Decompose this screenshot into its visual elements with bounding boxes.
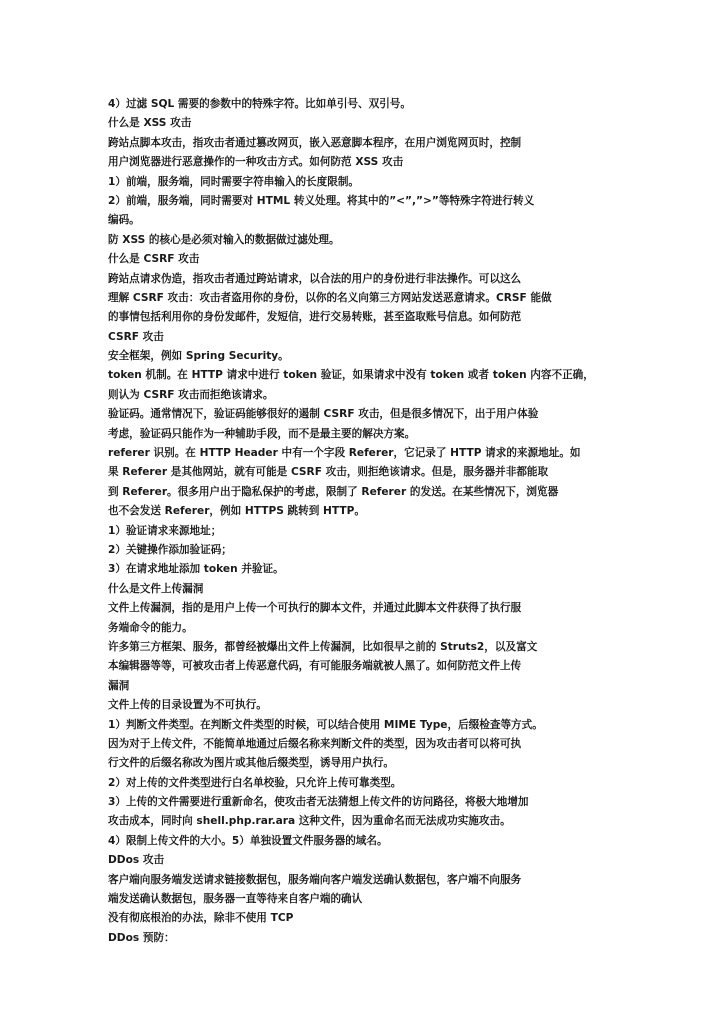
text-line: 编码。 bbox=[108, 214, 140, 227]
text-line: 1）前端，服务端，同时需要字符串输入的长度限制。 bbox=[108, 175, 360, 188]
text-line: 到 Referer。很多用户出于隐私保护的考虑，限制了 Referer 的发送。在某些情况下，浏览器 bbox=[108, 485, 559, 498]
text-line: 漏洞 bbox=[108, 679, 130, 692]
text-line: 攻击成本，同时向 shell.php.rar.ara 这种文件，因为重命名而无法成功实施攻击。 bbox=[108, 815, 511, 828]
text-line: 考虑，验证码只能作为一种辅助手段，而不是最主要的解决方案。 bbox=[108, 427, 416, 440]
text-line: 1）判断文件类型。在判断文件类型的时候，可以结合使用 MIME Type，后缀检查等方式。 bbox=[108, 718, 543, 731]
text-line: 防 XSS 的核心是必须对输入的数据做过滤处理。 bbox=[108, 233, 340, 246]
text-line: 文件上传的目录设置为不可执行。 bbox=[108, 699, 267, 712]
text-line: CSRF 攻击 bbox=[108, 330, 164, 343]
text-line: 也不会发送 Referer，例如 HTTPS 跳转到 HTTP。 bbox=[108, 505, 365, 518]
text-line: 1）验证请求来源地址； bbox=[108, 524, 222, 537]
text-line: DDos 预防： bbox=[108, 931, 175, 944]
text-line: 跨站点脚本攻击，指攻击者通过篡改网页，嵌入恶意脚本程序，在用户浏览网页时，控制 bbox=[108, 136, 522, 149]
text-line: 文件上传漏洞，指的是用户上传一个可执行的脚本文件，并通过此脚本文件获得了执行服 bbox=[108, 602, 522, 615]
text-line: 果 Referer 是其他网站，就有可能是 CSRF 攻击，则拒绝该请求。但是，服务器并非都能取 bbox=[108, 466, 549, 479]
text-line: 验证码。通常情况下，验证码能够很好的遏制 CSRF 攻击，但是很多情况下，出于用户体验 bbox=[108, 408, 539, 421]
text-line: 用户浏览器进行恶意操作的一种攻击方式。如何防范 XSS 攻击 bbox=[108, 156, 404, 169]
text-line: 3）在请求地址添加 token 并验证。 bbox=[108, 563, 284, 576]
text-line: 客户端向服务端发送请求链接数据包，服务端向客户端发送确认数据包，客户端不向服务 bbox=[108, 873, 522, 886]
text-line: 4）过滤 SQL 需要的参数中的特殊字符。比如单引号、双引号。 bbox=[108, 98, 411, 110]
text-line: 许多第三方框架、服务，都曾经被爆出文件上传漏洞，比如很早之前的 Struts2，以及富文 bbox=[108, 640, 538, 653]
text-line: 的事情包括利用你的身份发邮件，发短信，进行交易转账，甚至盗取账号信息。如何防范 bbox=[108, 311, 522, 324]
text-line: 安全框架，例如 Spring Security。 bbox=[108, 350, 289, 363]
text-line: DDos 攻击 bbox=[108, 854, 165, 867]
text-line: 理解 CSRF 攻击：攻击者盗用你的身份，以你的名义向第三方网站发送恶意请求。CRSF 能做 bbox=[108, 291, 552, 304]
text-line: 因为对于上传文件，不能简单地通过后缀名称来判断文件的类型，因为攻击者可以将可执 bbox=[108, 737, 522, 750]
text-line: 3）上传的文件需要进行重新命名，使攻击者无法猜想上传文件的访问路径，将极大地增加 bbox=[108, 796, 529, 809]
text-line: referer 识别。在 HTTP Header 中有一个字段 Referer，它记录了 HTTP 请求的来源地址。如 bbox=[108, 447, 581, 460]
text-line: 跨站点请求伪造，指攻击者通过跨站请求，以合法的用户的身份进行非法操作。可以这么 bbox=[108, 272, 522, 285]
text-line: 4）限制上传文件的大小。5）单独设置文件服务器的域名。 bbox=[108, 834, 388, 847]
text-line: token 机制。在 HTTP 请求中进行 token 验证，如果请求中没有 token 或者 token 内容不正确， bbox=[108, 369, 594, 382]
text-line: 务端命令的能力。 bbox=[108, 621, 193, 634]
text-line: 2）对上传的文件类型进行白名单校验，只允许上传可靠类型。 bbox=[108, 776, 402, 789]
text-line: 什么是 CSRF 攻击 bbox=[108, 253, 200, 266]
text-line: 2）前端，服务端，同时需要对 HTML 转义处理。将其中的”<”,”>”等特殊字符进行转义 bbox=[108, 194, 535, 207]
text-line: 什么是文件上传漏洞 bbox=[108, 582, 204, 595]
text-line: 端发送确认数据包，服务器一直等待来自客户端的确认 bbox=[108, 893, 363, 906]
text-line: 2）关键操作添加验证码； bbox=[108, 543, 232, 556]
text-line: 没有彻底根治的办法，除非不使用 TCP bbox=[108, 912, 294, 925]
text-line: 则认为 CSRF 攻击而拒绝该请求。 bbox=[108, 388, 274, 401]
text-line: 什么是 XSS 攻击 bbox=[108, 117, 192, 130]
text-line: 行文件的后缀名称改为图片或其他后缀类型，诱导用户执行。 bbox=[108, 757, 395, 770]
document-body bbox=[108, 95, 618, 948]
text-line: 本编辑器等等，可被攻击者上传恶意代码，有可能服务端就被人黑了。如何防范文件上传 bbox=[108, 660, 522, 673]
